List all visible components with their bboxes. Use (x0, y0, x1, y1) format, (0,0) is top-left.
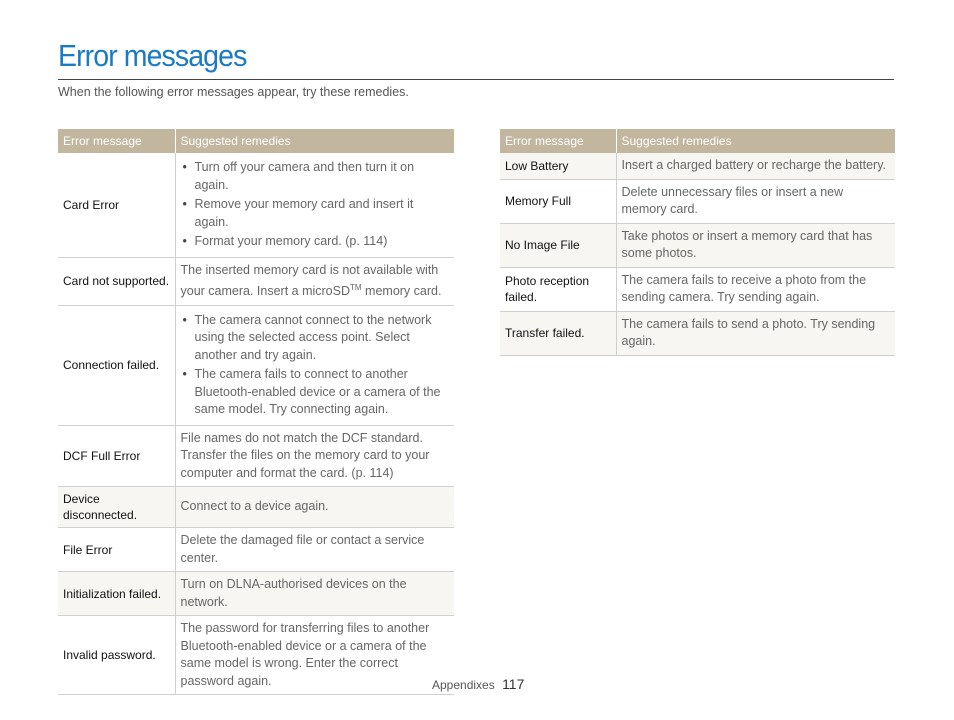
remedy-cell: The password for transferring files to another Bluetooth-enabled device or a camera of the same model is wrong. Enter the correct password again. (175, 616, 454, 695)
remedy-cell (175, 305, 454, 425)
error-message-cell: File Error (58, 528, 175, 572)
table-row (500, 153, 895, 179)
title-divider (58, 79, 894, 80)
error-message-cell: Transfer failed. (500, 311, 616, 355)
remedy-bullet: • Turn off your camera and then turn it on again. (181, 159, 450, 194)
error-message-cell: Photo reception failed. (500, 267, 616, 311)
remedy-text: The inserted memory card is not available with your camera. Insert a microSD (180, 262, 439, 299)
error-message-cell: DCF Full Error (58, 425, 175, 487)
error-message-cell: No Image File (500, 223, 616, 267)
table-row (58, 572, 454, 616)
error-table-right (500, 129, 895, 356)
remedy-cell: File names do not match the DCF standard. Transfer the files on the memory card to your computer and format the card. (p. 114) (175, 425, 454, 487)
remedy-cell: The camera fails to send a photo. Try sending again. (616, 311, 895, 355)
table-row (500, 179, 895, 223)
remedy-bullet: • The camera cannot connect to the network using the selected access point. Select another and try again. (181, 312, 450, 365)
table-row (58, 616, 454, 695)
table-row (58, 257, 454, 305)
remedy-cell: Delete the damaged file or contact a service center. (175, 528, 454, 572)
table-header-row (58, 129, 454, 153)
remedy-bullet: • The camera fails to connect to another Bluetooth-enabled device or a camera of the same model. Try connecting again. (181, 366, 450, 419)
remedy-cell: Connect to a device again. (175, 487, 454, 528)
error-message-cell: Card not supported. (58, 257, 175, 305)
error-message-cell: Device disconnected. (58, 487, 175, 528)
table-row (58, 425, 454, 487)
page-number: 117 (502, 676, 525, 692)
remedy-cell: Insert a charged battery or recharge the battery. (616, 153, 895, 179)
table-row (58, 528, 454, 572)
remedy-bullet-list (181, 159, 450, 251)
column-header-suggested-remedies: Suggested remedies (616, 129, 895, 153)
table-row (500, 311, 895, 355)
error-message-cell: Initialization failed. (58, 572, 175, 616)
remedy-cell (175, 257, 454, 305)
error-message-cell: Low Battery (500, 153, 616, 179)
error-message-cell: Connection failed. (58, 305, 175, 425)
remedy-cell: Delete unnecessary files or insert a new memory card. (616, 179, 895, 223)
table-row (500, 223, 895, 267)
remedy-cell: Turn on DLNA-authorised devices on the network. (175, 572, 454, 616)
remedy-bullet-list (181, 312, 450, 419)
column-header-error-message: Error message (500, 129, 616, 153)
remedy-text-end: memory card. (361, 284, 442, 299)
error-message-cell: Memory Full (500, 179, 616, 223)
table-row (58, 487, 454, 528)
column-header-suggested-remedies: Suggested remedies (175, 129, 454, 153)
error-table-left (58, 129, 454, 695)
error-message-cell: Invalid password. (58, 616, 175, 695)
trademark-superscript: TM (350, 283, 362, 292)
remedy-cell: Take photos or insert a memory card that has some photos. (616, 223, 895, 267)
table-row (500, 267, 895, 311)
page-footer (432, 676, 524, 692)
remedy-bullet: • Remove your memory card and insert it again. (181, 196, 450, 231)
intro-text: When the following error messages appear, try these remedies. (58, 85, 409, 99)
remedy-cell (175, 153, 454, 257)
remedy-bullet: • Format your memory card. (p. 114) (181, 233, 450, 251)
error-message-cell: Card Error (58, 153, 175, 257)
page-title: Error messages (58, 38, 247, 73)
footer-section-label: Appendixes (432, 678, 495, 692)
column-header-error-message: Error message (58, 129, 175, 153)
table-row (58, 153, 454, 257)
table-header-row (500, 129, 895, 153)
remedy-cell: The camera fails to receive a photo from the sending camera. Try sending again. (616, 267, 895, 311)
table-row (58, 305, 454, 425)
